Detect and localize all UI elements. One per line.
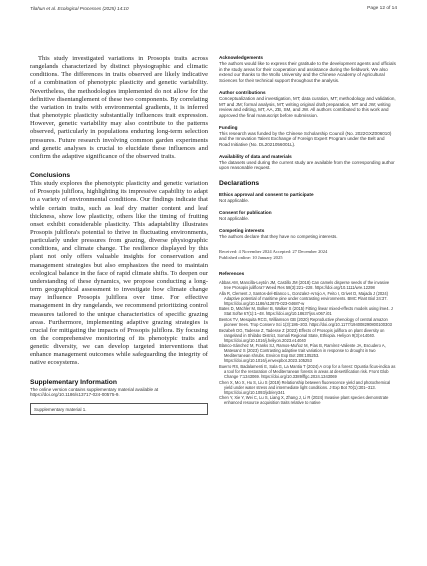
reference-item: Bezabeh DG, Tadesse Z, Tadesse Z (2023) Effects of Prosopis juliflora on plant diversity on rangeland in Shilabo District, Somali Regional State, Ethiopia. Heliyon 9(3):e14040. https://doi.org/10.1016/j.heliyon.2023.e14040: [219, 327, 385, 343]
reference-item: Blanco-Sánchez M, Franks SJ, Ramos-Muñoz M, Pías B, Ramírez-Valiente JA, Escudero A, Matesanz S (2023) Contrasting adaptive trait variation in response to drought in two Mediterranean shrubs. Environ Exp Bot 208:105253. https://doi.org/10.1016/j.envexpbot.2023.105253: [219, 343, 386, 364]
reference-item: Chen X, Mo X, Hu S, Liu S (2019) Relationship between fluorescence yield and photochemical yield under water stress and intermediate light conditions. J Exp Bot 70(1):301–313. https://doi.org/10.1093/jxb/ery341: [219, 379, 391, 395]
data-availability-heading: Availability of data and materials: [219, 153, 292, 159]
ethics-text: Not applicable.: [219, 198, 250, 204]
data-availability-text: The datasets used during the current study are available from the corresponding author upon reasonable request.: [219, 159, 395, 171]
author-contributions-text: Conceptualization and investigation, MT; data curation, MT; methodology and validation, MT and JM; formal analysis, MT; writing original draft preparation, MT and JW; writing review and editing, MT, AA, ZB, SM, and JW. All authors contributed to this work and approved the final manuscript before submission.: [219, 95, 396, 118]
supplementary-heading: Supplementary Information: [30, 378, 117, 386]
conclusions-heading: Conclusions: [30, 172, 71, 180]
page-number: Page 12 of 14: [367, 6, 397, 11]
reference-item: Abbas AM, Mancilla-Leytón JM, Castillo JM (2018) Can camels disperse seeds of the invasive tree Prosopis juliflora? Weed Res 58(3):221–228. https://doi.org/10.1111/wre.12298: [219, 279, 390, 290]
funding-text: This research was funded by the Chinese Scholarship Council (No. 2022GXZ006010) and the Innovation Talent Exchange of Foreign Expert Program under the Belt and Road Initiative (No. DL2021056001L).: [219, 130, 392, 148]
competing-interests-text: The authors declare that they have no competing interests.: [219, 233, 338, 239]
supplementary-text: The online version contains supplementary material available at https://doi.org/10.1186/s13717-024-00575-9.: [30, 386, 159, 398]
received-accepted-dates: Received: 4 November 2024 Accepted: 27 December 2024: [219, 249, 328, 255]
declarations-heading: Declarations: [219, 180, 260, 188]
reference-item: Alla R, Clement J, Santos-del-Blanco L, Gonzalez-Arrojo A, Feito I, Grivet D, Majada J (2024) Adaptive potential of maritime pine under contrasting environments. BMC Plant Biol 24:37. https://doi.org/10.1186/s12870-023-04687-w: [219, 290, 389, 306]
right-column: [219, 55, 396, 406]
published-date: Published online: 10 January 2025: [219, 255, 283, 261]
ethics-heading: Ethics approval and consent to participate: [219, 192, 314, 198]
references-list: [219, 280, 396, 406]
funding-heading: Funding: [219, 124, 238, 130]
supplementary-material-box[interactable]: Supplementary material 1.: [30, 403, 208, 415]
author-contributions-heading: Author contributions: [219, 89, 266, 95]
reference-item: Buerro RS, Badalamenti E, Sala G, La Mantia T (2024) A crop for a forest: Opuntia ficus-indica as a tool for the restoration of Mediterranean forests in areas at desertification risk. Front Glob Change 7:1343069. https://doi.org/10.3389/ffgc.2024.1343069: [219, 363, 396, 379]
acknowledgements-text: The authors would like to express their gratitude to the development agents and officials in the study areas for their cooperation and assistance during the fieldwork. We also extend our thanks to the Wollo University and the Chinese Academy of Agricultural Sciences for their technical support throughout the analysis.: [219, 61, 396, 84]
running-header-left: Tilahun et al. Ecological Processes (2025) 14:10: [30, 6, 129, 11]
conclusions-paragraph: This study explores the phenotypic plasticity and genetic variation of Prosopis juliflora, highlighting its impressive capability to adapt to a variety of environmental conditions. Our findings indicate that while certain traits, such as leaf dry matter content and leaf thickness, show low plasticity, others like the timing of fruiting onset exhibit considerable plasticity. This adaptability illustrates Prosopis juliflora's potential to thrive in fluctuating environments, particularly under pressures from grazing, diverse physiographic conditions, and climate change. The resilience displayed by this plant not only offers valuable insights for conservation and management strategies but also emphasizes the need to maintain ecological balance in the face of rapid climate shifts. To deepen our understanding of these dynamics, we propose conducting a long-term geographical assessment to investigate how climate change may influence Prosopis juliflora over time. For effective management in dry rangelands, we recommend prioritizing control measures tailored to the unique characteristics of specific grazing areas. Furthermore, implementing adaptive grazing strategies is crucial for mitigating the impacts of Prosopis juliflora. By focusing on the comprehensive monitoring of its phenotypic traits and genetic diversity, we can develop targeted interventions that enhance management outcomes while safeguarding the integrity of native ecosystems.: [30, 180, 208, 367]
left-column: [30, 55, 208, 415]
intro-paragraph: This study investigated variations in Prosopis traits across rangelands characterized by distinct physiographic and climatic conditions. The differences in traits observed are likely indicative of a combination of phenotypic plasticity and genetic variability. Nevertheless, the methodologies implemented do not allow for the definitive disentanglement of these two components. By correlating the variation in traits with environmental gradients, it is inferred that phenotypic plasticity substantially influences trait expression. However, genetic variability may also contribute to the patterns observed, particularly in populations enduring long-term selection pressures. Future research involving common garden experiments and genetic analyses is crucial to elucidate these influences and confirm the adaptive significance of the observed traits.: [30, 55, 208, 160]
competing-interests-heading: Competing interests: [219, 227, 265, 233]
acknowledgements-heading: Acknowledgements: [219, 55, 264, 60]
consent-heading: Consent for publication: [219, 209, 272, 215]
reference-item: Chen Y, Xie Y, Wei C, Lu S, Liang X, Zhang J, Li R (2024) Invasive plant species demonstrate enhanced resource acquisition traits relative to native: [219, 395, 389, 406]
consent-text: Not applicable.: [219, 215, 250, 221]
reference-item: Bentos TV, Mesquita RCG, Williamson GB (2020) Reproductive phenology of central amazon pioneer trees. Trop Conserv Sci 1(3):186–203. https://doi.org/10.1177/194008290800100303: [219, 316, 392, 327]
references-heading: References: [219, 270, 245, 276]
reference-item: Bates D, Mächler M, Bolker B, Walker S (2015) Fitting linear mixed-effects models using lme4. J Stat Softw 67(1):1–48. https://doi.org/10.18637/jss.v067.i01: [219, 306, 393, 317]
